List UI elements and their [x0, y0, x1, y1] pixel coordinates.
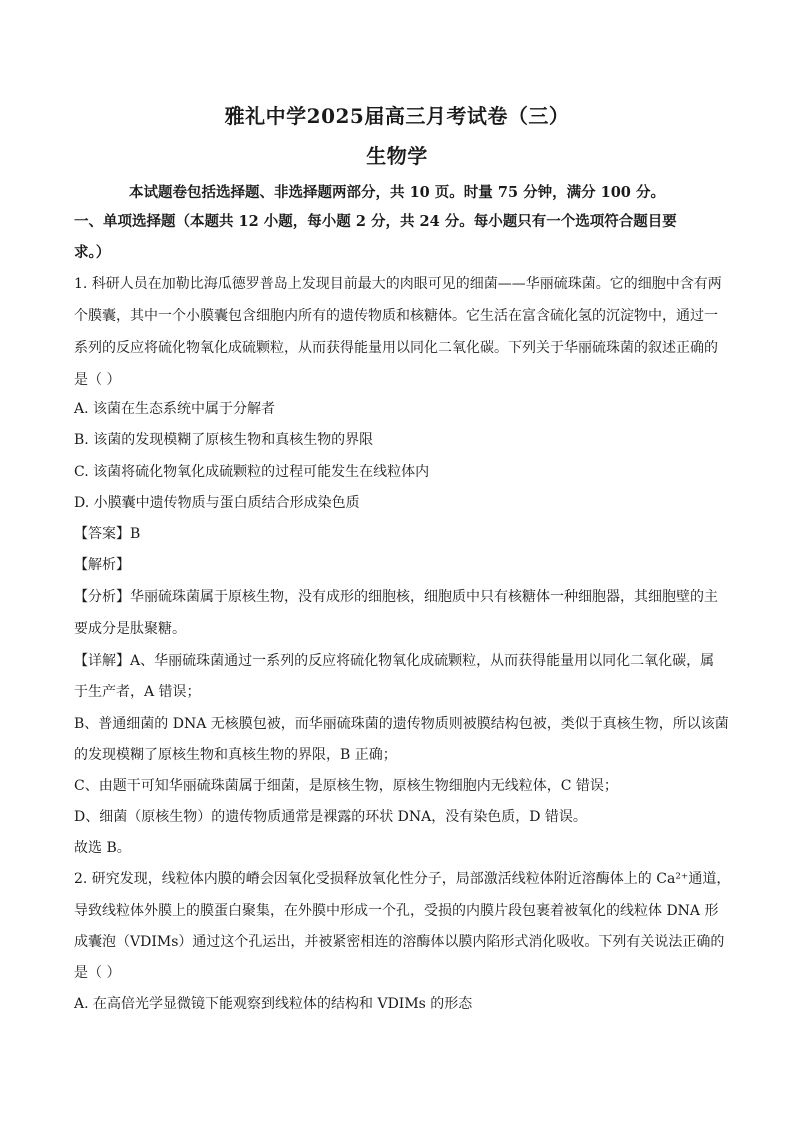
q2-stem-line: 是（ ）: [74, 965, 121, 981]
fenxi-text: 华丽硫珠菌属于原核生物，没有成形的细胞核，细胞质中只有核糖体一种细胞器，其细胞壁的主: [130, 589, 718, 605]
q1-stem-line: 是（ ）: [74, 372, 121, 388]
xiangjie-text: A、华丽硫珠菌通过一系列的反应将硫化物氧化成硫颗粒，从而获得能量用以同化二氧化碳，属: [130, 653, 715, 669]
q1-option-d: D. 小膜囊中遗传物质与蛋白质结合形成染色质: [74, 495, 360, 511]
q1-xiangjie-line: C、由题干可知华丽硫珠菌属于细菌，是原核生物，原核生物细胞内无线粒体，C 错误；: [74, 778, 618, 794]
q2-option-a: A. 在高倍光学显微镜下能观察到线粒体的结构和 VDIMs 的形态: [74, 996, 473, 1012]
answer-value: B: [130, 526, 141, 542]
q1-option-b: B. 该菌的发现模糊了原核生物和真核生物的界限: [74, 432, 374, 448]
q1-stem-line: 系列的反应将硫化物氧化成硫颗粒，从而获得能量用以同化二氧化碳。下列关于华丽硫珠菌的叙述正确的: [74, 340, 718, 356]
q1-fenxi-line: 要成分是肽聚糖。: [74, 621, 186, 637]
q1-xiangjie-line: 于生产者，A 错误；: [74, 684, 201, 700]
q1-xiangjie-line: B、普通细菌的 DNA 无核膜包被，而华丽硫珠菌的遗传物质则被膜结构包被，类似于真核生物，所以该菌: [74, 716, 729, 732]
exam-intro: 本试题卷包括选择题、非选择题两部分，共 10 页。时量 75 分钟，满分 100 分。: [129, 184, 665, 201]
section-heading-line: 一、单项选择题（本题共 12 小题，每小题 2 分，共 24 分。每小题只有一个选项符合题目要: [74, 213, 677, 230]
section-heading: [74, 206, 724, 268]
q1-fenxi-line: [74, 587, 724, 607]
answer-label: 【答案】: [74, 526, 130, 542]
q1-xiangjie-line: 的发现模糊了原核生物和真核生物的界限，B 正确；: [74, 747, 397, 763]
subject-title: 生物学: [366, 144, 428, 168]
q2-stem-line: 成囊泡（VDIMs）通过这个孔运出，并被紧密相连的溶酶体以膜内陷形式消化吸收。下列有关说法正确的: [74, 934, 725, 950]
section-heading-line: 求。）: [74, 244, 111, 261]
q2-stem-line: 导致线粒体外膜上的膜蛋白聚集，在外膜中形成一个孔，受损的内膜片段包裹着被氧化的线粒体 DNA 形: [74, 903, 719, 919]
q2-stem-line: 2. 研究发现，线粒体内膜的嵴会因氧化受损释放氧化性分子，局部激活线粒体附近溶酶体上的 Ca²⁺通道，: [74, 871, 731, 887]
q1-xiangjie-line: D、细菌（原核生物）的遗传物质通常是裸露的环状 DNA，没有染色质，D 错误。: [74, 809, 587, 825]
q1-stem-line: 1. 科研人员在加勒比海瓜德罗普岛上发现目前最大的肉眼可见的细菌——华丽硫珠菌。它的细胞中含有两: [74, 276, 722, 292]
q1-option-c: C. 该菌将硫化物氧化成硫颗粒的过程可能发生在线粒体内: [74, 464, 430, 480]
q1-option-a: A. 该菌在生态系统中属于分解者: [74, 401, 276, 417]
q1-analysis-label: 【解析】: [74, 557, 130, 573]
xiangjie-label: 【详解】: [74, 653, 130, 669]
fenxi-label: 【分析】: [74, 589, 130, 605]
exam-title: 雅礼中学2025届高三月考试卷（三）: [224, 104, 570, 128]
q1-conclusion: 故选 B。: [74, 840, 131, 856]
q1-xiangjie-line: [74, 651, 724, 671]
q1-stem-line: 个膜囊，其中一个小膜囊包含细胞内所有的遗传物质和核糖体。它生活在富含硫化氢的沉淀物中，通过一: [74, 308, 718, 324]
q1-answer: [74, 524, 724, 544]
